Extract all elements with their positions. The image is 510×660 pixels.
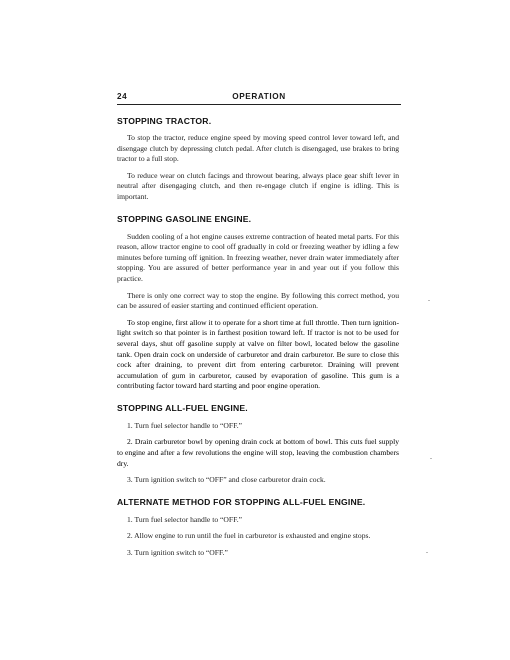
scan-speck — [430, 458, 432, 459]
page-number: 24 — [117, 92, 128, 101]
paragraph: There is only one correct way to stop the engine. By following this correct method, you can be assured of easier starting and continued efficient operation. — [117, 290, 399, 311]
step-item: 3. Turn ignition switch to “OFF.” — [127, 548, 228, 558]
running-title: OPERATION — [232, 92, 286, 101]
paragraph: To stop the tractor, reduce engine speed by moving speed control lever toward left, and disengage clutch by depressing clutch pedal. After clutch is disengaged, use brakes to bring tractor to a full stop. — [117, 133, 399, 164]
running-head — [117, 92, 401, 105]
heading-alternate-method: ALTERNATE METHOD FOR STOPPING ALL-FUEL ENGINE. — [117, 496, 366, 507]
heading-stopping-gasoline-engine: STOPPING GASOLINE ENGINE. — [117, 213, 252, 224]
scan-speck — [426, 552, 428, 553]
step-item: 2. Drain carburetor bowl by opening drain cock at bottom of bowl. This cuts fuel supply to engine and after a few revolutions the engine will stop, leaving the combustion chambers dry. — [117, 437, 399, 468]
page-body — [117, 112, 399, 559]
heading-stopping-tractor: STOPPING TRACTOR. — [117, 116, 212, 126]
step-item: 3. Turn ignition switch to “OFF” and close carburetor drain cock. — [127, 475, 326, 485]
heading-stopping-all-fuel-engine: STOPPING ALL-FUEL ENGINE. — [117, 402, 248, 413]
step-item: 1. Turn fuel selector handle to “OFF.” — [127, 514, 242, 524]
step-item: 2. Allow engine to run until the fuel in carburetor is exhausted and engine stops. — [127, 531, 371, 541]
paragraph: To reduce wear on clutch facings and throwout bearing, always place gear shift lever in neutral after disengaging clutch, and then re-engage clutch if engine is idling. This is important. — [117, 170, 399, 201]
paragraph: Sudden cooling of a hot engine causes extreme contraction of heated metal parts. For this reason, allow tractor engine to cool off gradually in cold or freezing weather by idling a few minutes before turning off ignition. In freezing weather, never drain water immediately after stopping. You are assured of better performance year in and year out if you follow this practice. — [117, 231, 399, 283]
step-item: 1. Turn fuel selector handle to “OFF.” — [127, 420, 242, 430]
paragraph: To stop engine, first allow it to operate for a short time at full throttle. Then turn ignition-light switch so that pointer is in farthest position toward left. If tractor is not to be used for several days, shut off gasoline supply at valve on filter bowl, located below the gasoline tank. Open drain cock on underside of carburetor and drain carburetor. Be sure to close this cock after draining, to prevent dirt from entering carburetor. Draining will prevent accumulation of gum in carburetor, caused by evaporation of gasoline. This gum is a contributing factor toward hard starting and poor engine operation. — [117, 317, 399, 391]
scan-speck — [428, 300, 430, 301]
